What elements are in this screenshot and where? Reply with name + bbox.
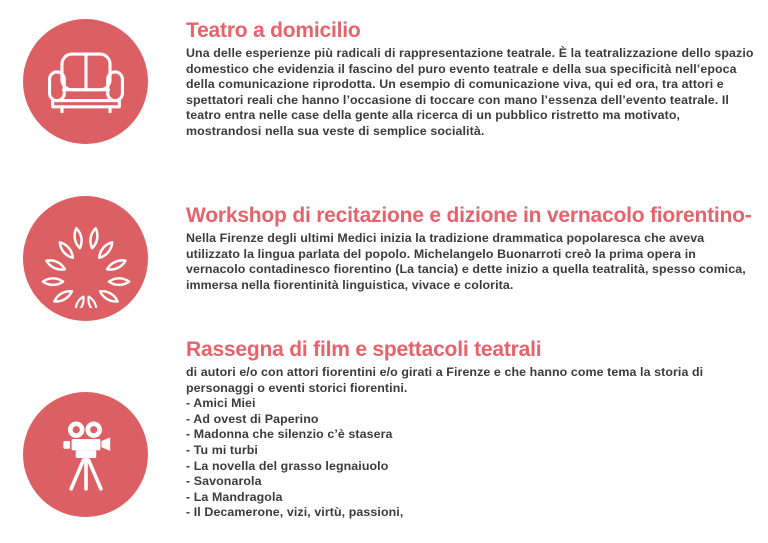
film-list — [186, 396, 758, 521]
film-list-item: - La novella del grasso legnaiuolo — [186, 458, 389, 473]
film-list-item: - Savonarola — [186, 474, 262, 489]
section-body-workshop: Nella Firenze degli ultimi Medici inizia la tradizione drammatica popolaresca che aveva utilizzato la lingua parlata del popolo. Michelangelo Buonarroti creò la prima opera in vernacolo contadinesco fiorentino (La tancia) e dette inizio a quella teatralità, spesso comica, immersa nella fiorentinità linguistica, vivace e colorita. — [186, 231, 746, 292]
sofa-icon — [47, 51, 125, 113]
film-camera-icon — [60, 421, 112, 493]
section-teatro-a-domicilio — [186, 20, 758, 140]
section-title-teatro: Teatro a domicilio — [186, 19, 361, 42]
film-list-item: - Madonna che silenzio c’è stasera — [186, 427, 393, 442]
laurel-wreath-icon — [40, 220, 132, 308]
film-list-item: - La Mandragola — [186, 489, 283, 504]
section-title-rassegna: Rassegna di film e spettacoli teatrali — [186, 338, 542, 361]
sofa-icon-circle — [23, 19, 148, 144]
section-workshop-vernacolo — [186, 205, 758, 293]
film-list-item: - Ad ovest di Paperino — [186, 411, 319, 426]
film-list-item: - Il Decamerone, vizi, virtù, passioni, — [186, 505, 404, 520]
film-list-item: - Amici Miei — [186, 396, 256, 411]
section-rassegna-film — [186, 339, 758, 521]
section-body-teatro: Una delle esperienze più radicali di rappresentazione teatrale. È la teatralizzazione dello spazio domestico che evidenzia il fascino del puro evento teatrale e della sua specificità nell’epoca della comunicazione riprodotta. Un esempio di comunicazione viva, qui ed ora, tra attori e spettatori reali che hanno l’occasione di toccare con mano l’essenza dell’evento teatrale. Il teatro entra nelle case della gente alla ricerca di un pubblico ristretto ma motivato, mostrandosi nella sua veste di semplice socialità. — [186, 46, 754, 138]
film-camera-icon-circle — [23, 392, 148, 517]
laurel-wreath-icon-circle — [23, 196, 148, 321]
section-body-rassegna: di autori e/o con attori fiorentini e/o girati a Firenze e che hanno come tema la storia di personaggi o eventi storici fiorentini. — [186, 365, 704, 395]
section-title-workshop: Workshop di recitazione e dizione in vernacolo fiorentino- — [186, 204, 752, 227]
film-list-item: - Tu mi turbi — [186, 442, 258, 457]
